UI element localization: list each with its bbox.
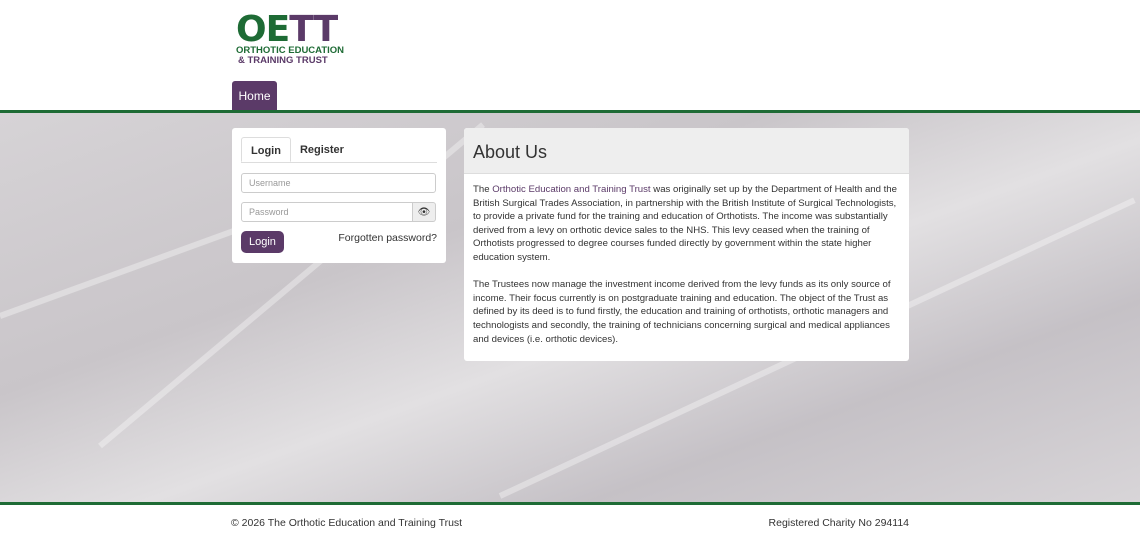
logo-mark-oe: OE (236, 9, 290, 50)
p1-text: The (473, 184, 493, 195)
oett-link[interactable]: Orthotic Education and Training Trust (492, 184, 651, 195)
logo-mark-tt: TT (289, 9, 338, 50)
forgotten-password-link[interactable]: Forgotten password? (338, 232, 437, 244)
about-paragraph-1 (473, 183, 900, 265)
login-tabs (241, 137, 437, 163)
footer (0, 505, 1140, 541)
charity-number: Registered Charity No 294114 (768, 517, 909, 529)
about-paragraph-2: The Trustees now manage the investment income derived from the levy funds as its only source of income. Their focus currently is on postgraduate training and education. The object of the Trust as defined by its deed is to fund firstly, the education and training of orthotists, orthotic managers and technologists and secondly, the training of technicians concerning surgical and medical appliances and devices (i.e. orthotic devices). (473, 279, 891, 345)
header (0, 0, 1140, 110)
about-card (464, 128, 909, 361)
login-button[interactable]: Login (241, 231, 284, 253)
login-card (232, 128, 446, 263)
password-input[interactable]: Password (241, 202, 413, 222)
copyright: © 2026 The Orthotic Education and Training Trust (231, 517, 463, 529)
username-input[interactable]: Username (241, 173, 436, 193)
tab-register[interactable]: Register (299, 144, 344, 156)
tab-login[interactable]: Login (241, 137, 291, 162)
main-area (0, 110, 1140, 505)
show-password-eye-icon[interactable]: 👁 (413, 202, 436, 222)
p1-text-rest: was originally set up by the Department of Health and the British Surgical Trades Association, in partnership with the British Institute of Surgical Technologists, to provide a private fund for the training and education of Orthotists. The income was substantially derived from a levy on orthotic device sales to the NHS. This levy ceased when the training of Orthotists progressed to degree courses funded directly by government within the state higher education system. (473, 184, 897, 263)
about-title: About Us (464, 128, 909, 174)
logo-line2: & TRAINING TRUST (238, 55, 328, 66)
nav-home[interactable]: Home (232, 81, 277, 110)
oett-logo[interactable] (236, 9, 348, 66)
logo-line1: ORTHOTIC EDUCATION (236, 45, 345, 56)
